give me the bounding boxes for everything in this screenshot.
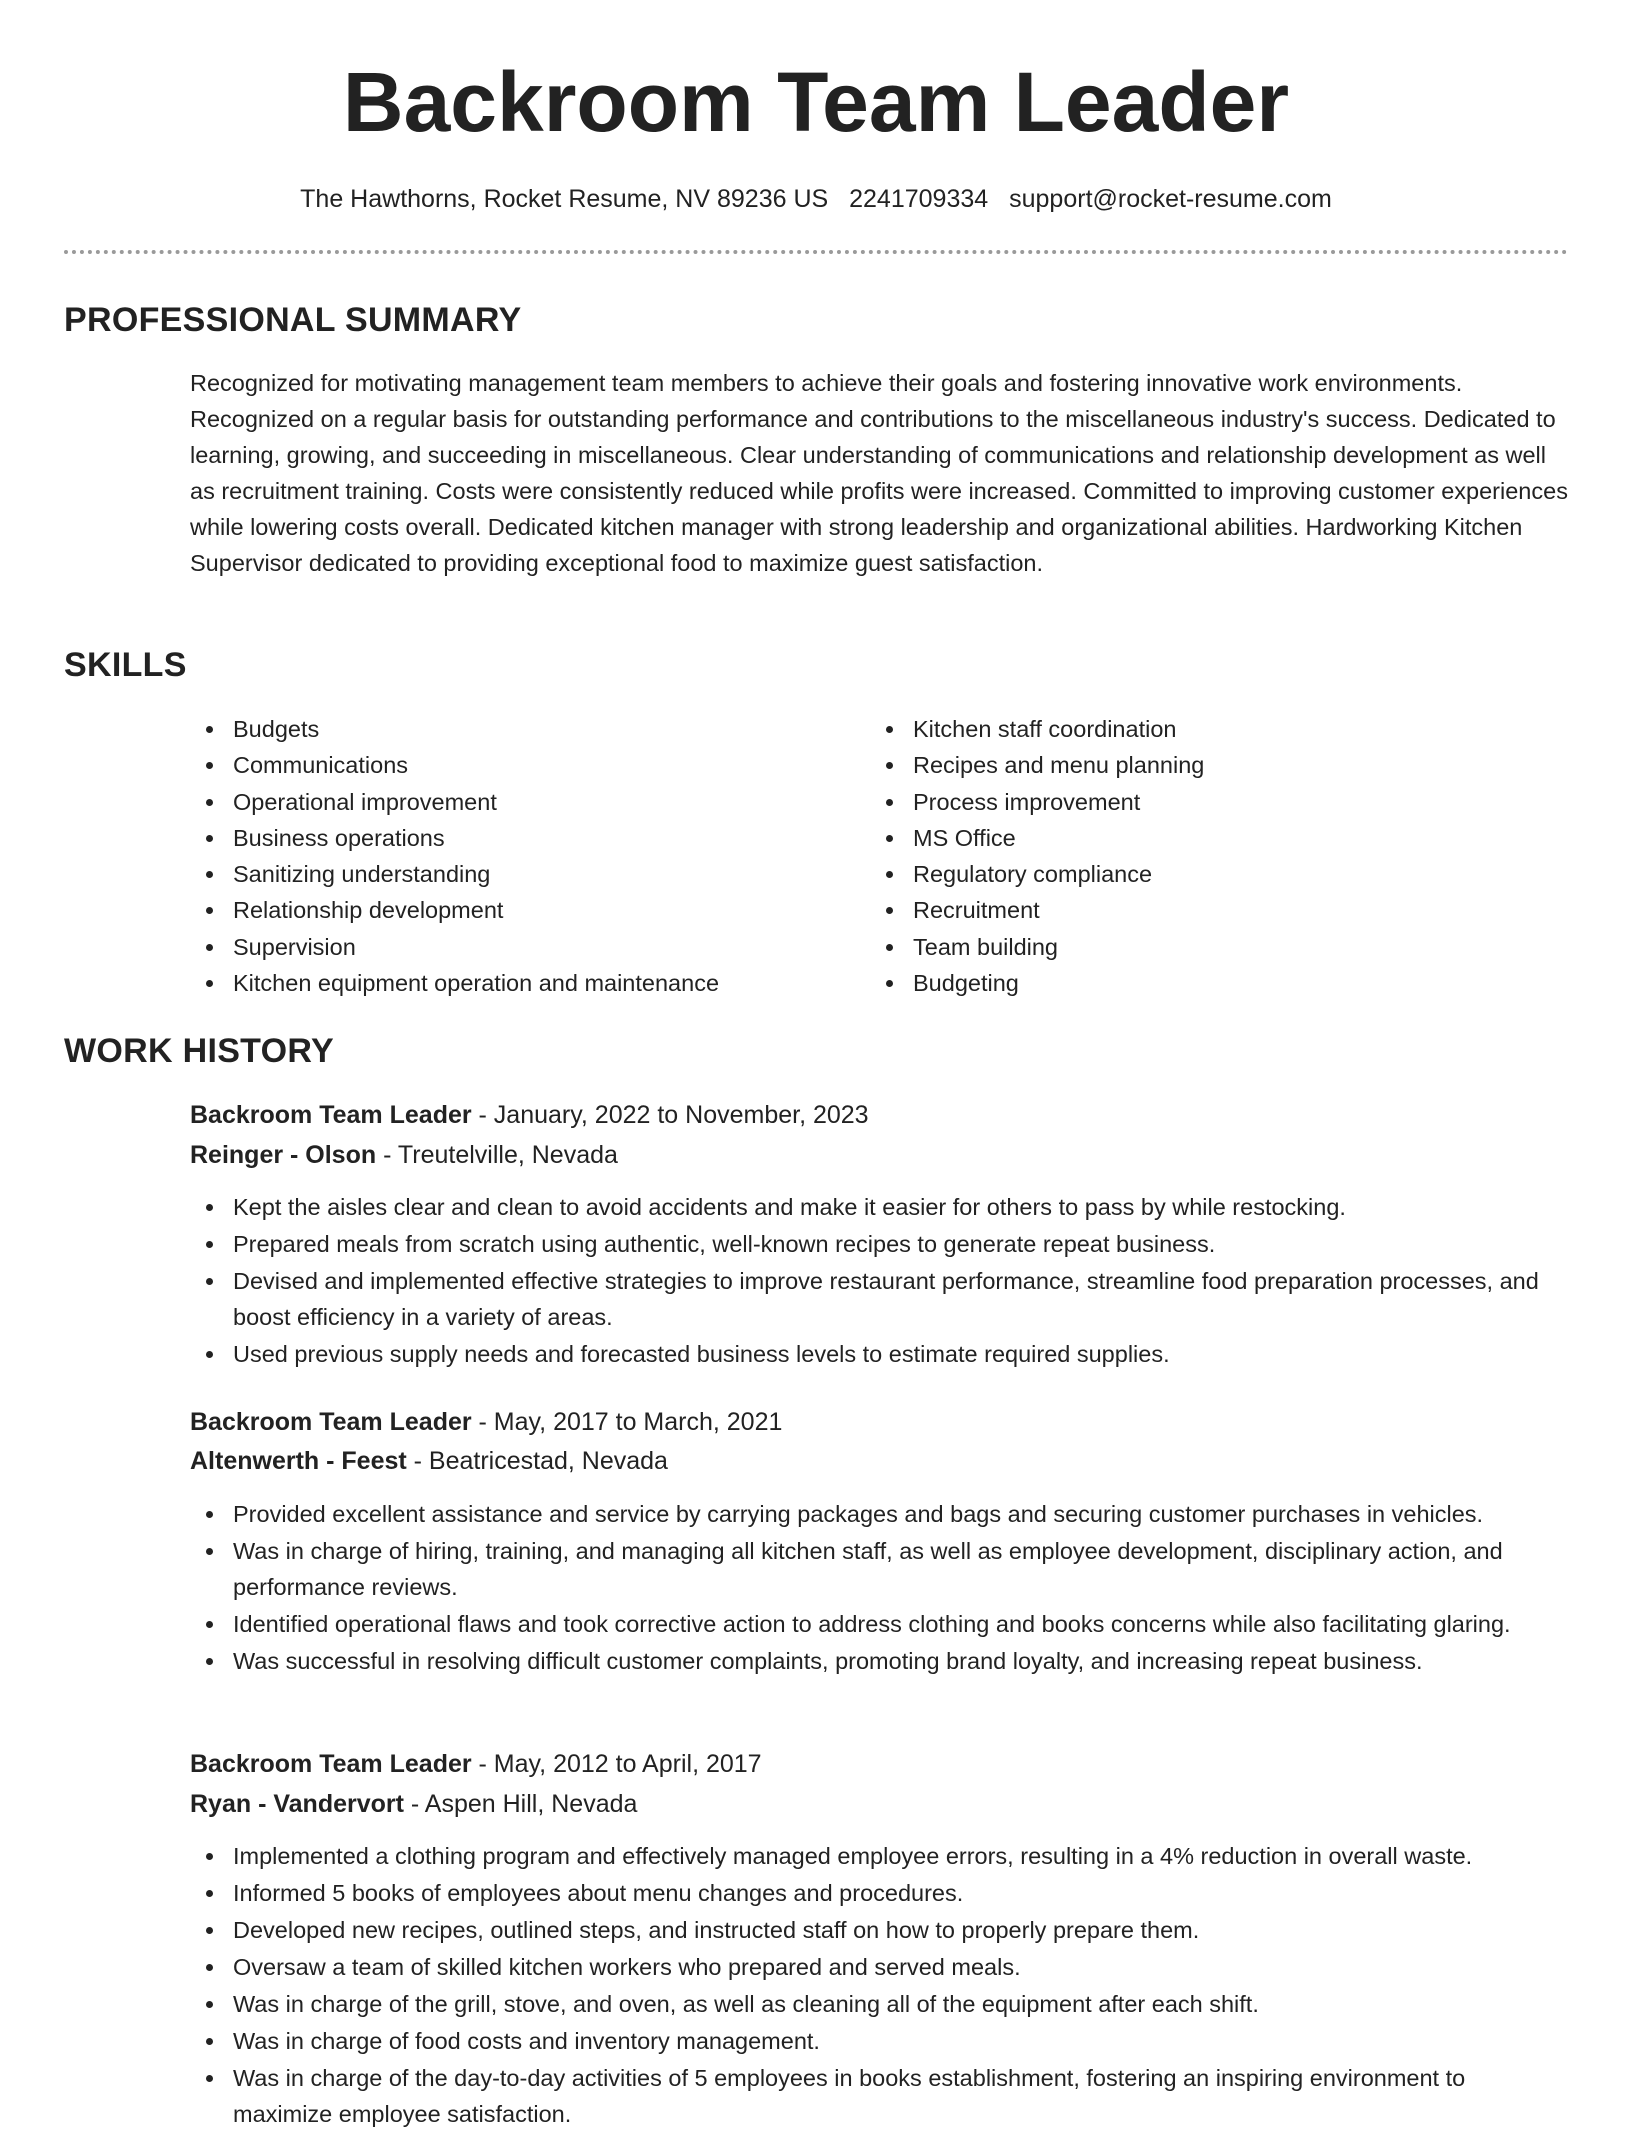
job-dates: - May, 2017 to March, 2021 bbox=[471, 1408, 783, 1436]
skill-item: Regulatory compliance bbox=[870, 856, 1530, 892]
job-role: Backroom Team Leader bbox=[190, 1101, 472, 1129]
job-dates: - May, 2012 to April, 2017 bbox=[471, 1750, 762, 1778]
skills-list-left bbox=[190, 711, 850, 1001]
list-item: Was in charge of food costs and inventory management. bbox=[190, 2023, 1568, 2059]
job-bullets bbox=[190, 1189, 1568, 1373]
list-item: Was in charge of the day-to-day activities of 5 employees in books establishment, fostering an inspiring environment to maximize employee satisfaction. bbox=[190, 2060, 1568, 2132]
list-item: Implemented a clothing program and effectively managed employee errors, resulting in a 4% reduction in overall waste. bbox=[190, 1838, 1568, 1874]
job-title-line bbox=[190, 1403, 782, 1441]
contact-line bbox=[0, 182, 1632, 216]
skill-item: Process improvement bbox=[870, 784, 1530, 820]
job-dates: - January, 2022 to November, 2023 bbox=[471, 1101, 869, 1129]
skill-item: Communications bbox=[190, 747, 850, 783]
job-company-line bbox=[190, 1442, 668, 1480]
list-item: Devised and implemented effective strategies to improve restaurant performance, streamline food preparation processes, and boost efficiency in a variety of areas. bbox=[190, 1263, 1568, 1335]
skill-item: Sanitizing understanding bbox=[190, 856, 850, 892]
contact-email: support@rocket-resume.com bbox=[1009, 185, 1332, 213]
skill-item: Business operations bbox=[190, 820, 850, 856]
skill-item: Recipes and menu planning bbox=[870, 747, 1530, 783]
work-history-title: WORK HISTORY bbox=[64, 1032, 334, 1070]
list-item: Was successful in resolving difficult customer complaints, promoting brand loyalty, and increasing repeat business. bbox=[190, 1643, 1568, 1679]
job-location: - Aspen Hill, Nevada bbox=[403, 1790, 638, 1818]
summary-title: PROFESSIONAL SUMMARY bbox=[64, 301, 522, 339]
skill-item: Supervision bbox=[190, 929, 850, 965]
job-company-line bbox=[190, 1785, 637, 1823]
skill-item: Budgets bbox=[190, 711, 850, 747]
job-bullets bbox=[190, 1838, 1568, 2133]
job-company: Altenwerth - Feest bbox=[190, 1447, 407, 1475]
job-role: Backroom Team Leader bbox=[190, 1750, 472, 1778]
skill-item: Team building bbox=[870, 929, 1530, 965]
list-item: Prepared meals from scratch using authentic, well-known recipes to generate repeat business. bbox=[190, 1226, 1568, 1262]
skill-item: Recruitment bbox=[870, 892, 1530, 928]
job-title-line bbox=[190, 1096, 869, 1134]
skill-item: Relationship development bbox=[190, 892, 850, 928]
resume-name: Backroom Team Leader bbox=[342, 55, 1290, 149]
job-location: - Beatricestad, Nevada bbox=[406, 1447, 668, 1475]
job-company: Ryan - Vandervort bbox=[190, 1790, 404, 1818]
summary-text: Recognized for motivating management team members to achieve their goals and fostering innovative work environments. Recognized on a regular basis for outstanding performance and contributions to the miscellaneous industry's success. Dedicated to learning, growing, and succeeding in miscellaneous. Clear understanding of communications and relationship development as well as recruitment training. Costs were consistently reduced while profits were increased. Committed to improving customer experiences while lowering costs overall. Dedicated kitchen manager with strong leadership and organizational abilities. Hardworking Kitchen Supervisor dedicated to providing exceptional food to maximize guest satisfaction. bbox=[190, 370, 1568, 576]
job-role: Backroom Team Leader bbox=[190, 1408, 472, 1436]
skills-title: SKILLS bbox=[64, 646, 187, 684]
contact-phone: 2241709334 bbox=[849, 185, 989, 213]
skills-list-right bbox=[870, 711, 1530, 1001]
list-item: Identified operational flaws and took corrective action to address clothing and books concerns while also facilitating glaring. bbox=[190, 1606, 1568, 1642]
list-item: Used previous supply needs and forecasted business levels to estimate required supplies. bbox=[190, 1336, 1568, 1372]
skill-item: Operational improvement bbox=[190, 784, 850, 820]
job-location: - Treutelville, Nevada bbox=[376, 1141, 618, 1169]
list-item: Kept the aisles clear and clean to avoid accidents and make it easier for others to pass by while restocking. bbox=[190, 1189, 1568, 1225]
job-title-line bbox=[190, 1745, 762, 1783]
skill-item: Kitchen staff coordination bbox=[870, 711, 1530, 747]
list-item: Oversaw a team of skilled kitchen workers who prepared and served meals. bbox=[190, 1949, 1568, 1985]
skill-item: MS Office bbox=[870, 820, 1530, 856]
list-item: Was in charge of the grill, stove, and oven, as well as cleaning all of the equipment after each shift. bbox=[190, 1986, 1568, 2022]
list-item: Was in charge of hiring, training, and managing all kitchen staff, as well as employee development, disciplinary action, and performance reviews. bbox=[190, 1533, 1568, 1605]
skill-item: Kitchen equipment operation and maintenance bbox=[190, 965, 850, 1001]
list-item: Provided excellent assistance and service by carrying packages and bags and securing customer purchases in vehicles. bbox=[190, 1496, 1568, 1532]
header-divider bbox=[64, 250, 1568, 254]
list-item: Developed new recipes, outlined steps, and instructed staff on how to properly prepare them. bbox=[190, 1912, 1568, 1948]
job-company: Reinger - Olson bbox=[190, 1141, 377, 1169]
contact-address: The Hawthorns, Rocket Resume, NV 89236 US bbox=[300, 185, 829, 213]
job-bullets bbox=[190, 1496, 1568, 1680]
list-item: Informed 5 books of employees about menu changes and procedures. bbox=[190, 1875, 1568, 1911]
skill-item: Budgeting bbox=[870, 965, 1530, 1001]
job-company-line bbox=[190, 1136, 618, 1174]
